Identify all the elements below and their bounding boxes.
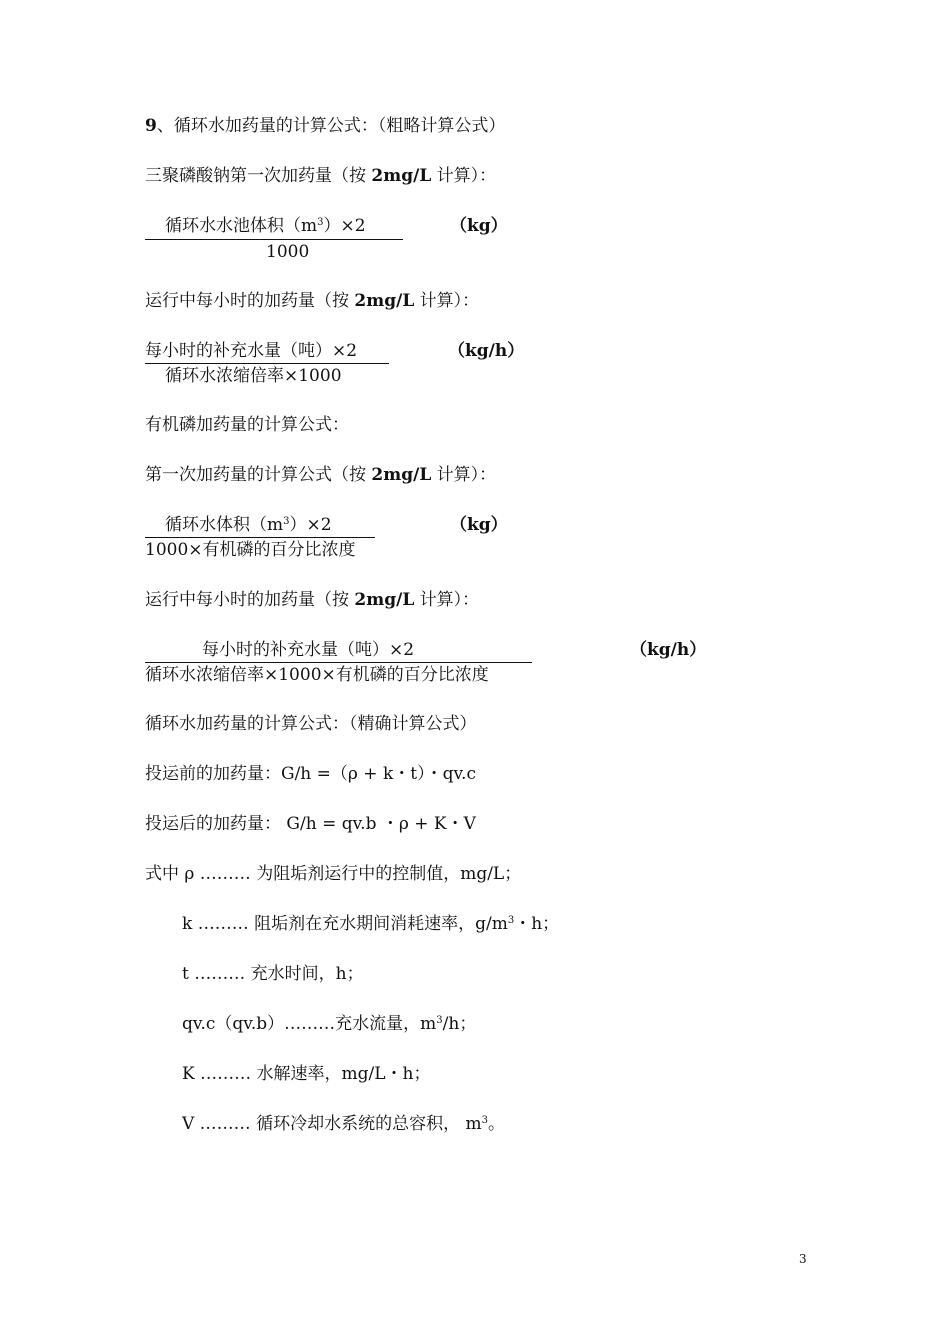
organo-f1-unit: （kg） bbox=[450, 515, 508, 535]
fraction-bar bbox=[145, 662, 532, 663]
intro-text: 计算）： bbox=[414, 291, 480, 311]
numerator-text: 循环水水池体积（m bbox=[165, 216, 318, 236]
dose-value: 2mg/L bbox=[371, 166, 432, 186]
numerator-text: 循环水体积（m bbox=[165, 515, 284, 535]
fraction-bar bbox=[145, 537, 375, 538]
section-title: 、循环水加药量的计算公式：（粗略计算公式） bbox=[156, 116, 506, 136]
numerator-text: ）×2 bbox=[323, 216, 366, 236]
organo-f1-numerator bbox=[165, 514, 332, 536]
def-text: /h； bbox=[442, 1014, 477, 1034]
organo-f2-numerator: 每小时的补充水量（吨）×2 bbox=[202, 640, 415, 660]
dose-value: 2mg/L bbox=[354, 590, 415, 610]
def-text: qv.c（qv.b）………充水流量，m bbox=[182, 1014, 437, 1034]
precise-title: 循环水加药量的计算公式：（精确计算公式） bbox=[145, 714, 477, 734]
intro-text: 运行中每小时的加药量（按 bbox=[145, 590, 355, 610]
section-heading bbox=[145, 115, 505, 137]
superscript: 3 bbox=[317, 217, 324, 228]
def-text: 。 bbox=[487, 1114, 505, 1134]
numerator-text: ）×2 bbox=[289, 515, 332, 535]
stpp-f2-unit: （kg/h） bbox=[448, 341, 525, 361]
stpp-f1-unit: （kg） bbox=[450, 216, 508, 236]
superscript: 3 bbox=[283, 516, 290, 527]
stpp-f1-numerator bbox=[165, 215, 366, 237]
stpp-f2-numerator: 每小时的补充水量（吨）×2 bbox=[145, 341, 358, 361]
organo-f2-unit: （kg/h） bbox=[630, 640, 707, 660]
stpp-f1-denominator: 1000 bbox=[266, 242, 310, 262]
intro-text: 计算）： bbox=[431, 166, 497, 186]
fraction-bar bbox=[145, 363, 389, 364]
intro-text: 计算）： bbox=[414, 590, 480, 610]
superscript: 3 bbox=[436, 1015, 443, 1026]
dose-value: 2mg/L bbox=[354, 291, 415, 311]
superscript: 3 bbox=[507, 915, 515, 926]
def-text: k ……… 阻垢剂在充水期间消耗速率，g/m bbox=[182, 914, 508, 934]
organo-hourly-intro bbox=[145, 589, 479, 611]
fraction-bar bbox=[145, 239, 403, 240]
organo-first-dose-intro bbox=[145, 464, 496, 486]
dose-value: 2mg/L bbox=[371, 465, 432, 485]
def-t: t ……… 充水时间，h； bbox=[182, 964, 364, 984]
def-rho: 式中 ρ ……… 为阻垢剂运行中的控制值，mg/L； bbox=[145, 864, 522, 884]
section-number: 9 bbox=[145, 116, 157, 136]
def-text: V ……… 循环冷却水系统的总容积， m bbox=[182, 1114, 482, 1134]
def-qv bbox=[182, 1013, 476, 1035]
superscript: 3 bbox=[481, 1115, 488, 1126]
organo-f1-denominator: 1000×有机磷的百分比浓度 bbox=[145, 540, 356, 560]
organo-title: 有机磷加药量的计算公式： bbox=[145, 415, 349, 435]
stpp-f2-denominator: 循环水浓缩倍率×1000 bbox=[165, 366, 342, 386]
intro-text: 计算）： bbox=[431, 465, 497, 485]
intro-text: 第一次加药量的计算公式（按 bbox=[145, 465, 372, 485]
def-text: ・h； bbox=[514, 914, 560, 934]
intro-text: 三聚磷酸钠第一次加药量（按 bbox=[145, 166, 372, 186]
precise-before-formula: 投运前的加药量：G/h =（ρ + k・t）・qv.c bbox=[145, 764, 476, 784]
precise-after-formula: 投运后的加药量： G/h = qv.b ・ρ + K・V bbox=[145, 814, 476, 834]
intro-text: 运行中每小时的加药量（按 bbox=[145, 291, 355, 311]
page-number: 3 bbox=[799, 1252, 807, 1266]
def-K: K ……… 水解速率，mg/L・h； bbox=[182, 1064, 431, 1084]
organo-f2-denominator: 循环水浓缩倍率×1000×有机磷的百分比浓度 bbox=[145, 665, 489, 685]
def-V bbox=[182, 1113, 505, 1135]
stpp-first-dose-intro bbox=[145, 165, 496, 187]
stpp-hourly-intro bbox=[145, 290, 479, 312]
def-k bbox=[182, 913, 559, 935]
